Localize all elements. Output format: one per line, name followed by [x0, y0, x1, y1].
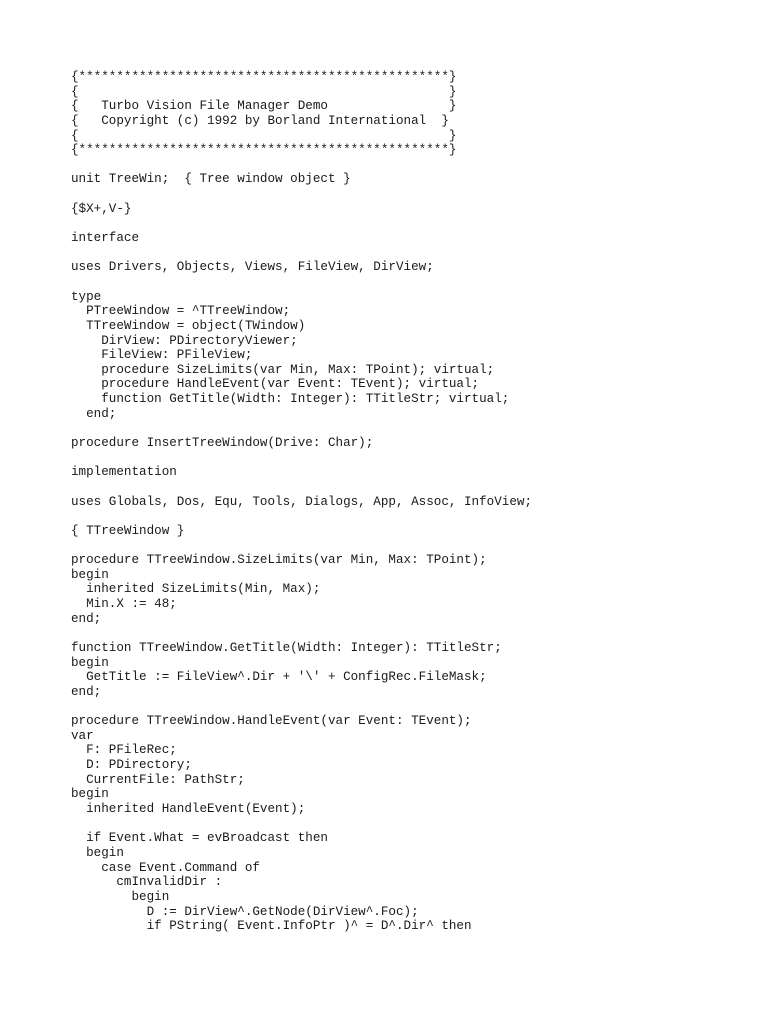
code-line: procedure InsertTreeWindow(Drive: Char);	[71, 436, 374, 451]
code-line: {*************************************************}	[71, 70, 457, 84]
code-line: type	[71, 289, 102, 304]
code-line: Min.X := 48;	[71, 597, 177, 612]
code-line	[71, 187, 532, 202]
code-line: if Event.What = evBroadcast then	[71, 831, 328, 846]
code-line: begin	[71, 655, 109, 670]
code-line: function TTreeWindow.GetTitle(Width: Integer): TTitleStr;	[71, 640, 502, 655]
code-line: { Copyright (c) 1992 by Borland International }	[71, 113, 449, 128]
code-line: function GetTitle(Width: Integer): TTitleStr; virtual;	[71, 392, 510, 407]
code-line	[71, 509, 532, 524]
code-line: implementation	[71, 465, 177, 480]
code-line	[71, 451, 532, 466]
code-line: procedure HandleEvent(var Event: TEvent); virtual;	[71, 377, 480, 392]
code-line: inherited SizeLimits(Min, Max);	[71, 582, 321, 597]
code-line: { }	[71, 84, 457, 99]
code-line: FileView: PFileView;	[71, 348, 253, 363]
code-line: procedure TTreeWindow.HandleEvent(var Event: TEvent);	[71, 714, 472, 729]
code-line: D: PDirectory;	[71, 758, 192, 773]
code-line: begin	[71, 889, 170, 904]
code-line: { }	[71, 128, 457, 143]
code-line	[71, 216, 532, 231]
code-line: begin	[71, 845, 124, 860]
code-line	[71, 275, 532, 290]
code-line: inherited HandleEvent(Event);	[71, 802, 306, 817]
code-line: F: PFileRec;	[71, 743, 177, 758]
code-line: begin	[71, 787, 109, 802]
code-line: PTreeWindow = ^TTreeWindow;	[71, 304, 291, 319]
code-line	[71, 626, 532, 641]
code-line: begin	[71, 567, 109, 582]
code-line: CurrentFile: PathStr;	[71, 772, 245, 787]
code-line: GetTitle := FileView^.Dir + '\' + ConfigRec.FileMask;	[71, 670, 487, 685]
code-line: procedure TTreeWindow.SizeLimits(var Min, Max: TPoint);	[71, 553, 487, 568]
code-line	[71, 421, 532, 436]
code-line: end;	[71, 406, 117, 421]
code-line	[71, 700, 532, 715]
code-line: if PString( Event.InfoPtr )^ = D^.Dir^ then	[71, 919, 472, 934]
code-line: {*************************************************}	[71, 143, 457, 158]
code-line: interface	[71, 231, 140, 246]
code-line: {$X+,V-}	[71, 201, 132, 216]
code-line: end;	[71, 611, 102, 626]
code-line	[71, 246, 532, 261]
code-line: uses Globals, Dos, Equ, Tools, Dialogs, App, Assoc, InfoView;	[71, 494, 533, 509]
code-line: unit TreeWin; { Tree window object }	[71, 172, 351, 187]
code-line: cmInvalidDir :	[71, 875, 223, 890]
code-line: var	[71, 728, 94, 743]
source-code-block	[71, 70, 532, 934]
code-line: { Turbo Vision File Manager Demo }	[71, 99, 457, 114]
code-line	[71, 817, 532, 832]
code-line: { TTreeWindow }	[71, 523, 185, 538]
code-line: DirView: PDirectoryViewer;	[71, 333, 298, 348]
code-line	[71, 539, 532, 554]
code-line	[71, 480, 532, 495]
code-line: end;	[71, 684, 102, 699]
code-line: TTreeWindow = object(TWindow)	[71, 318, 306, 333]
code-line: procedure SizeLimits(var Min, Max: TPoint); virtual;	[71, 362, 495, 377]
code-line: uses Drivers, Objects, Views, FileView, DirView;	[71, 260, 434, 275]
code-line: case Event.Command of	[71, 860, 260, 875]
code-line: D := DirView^.GetNode(DirView^.Foc);	[71, 904, 419, 919]
code-line	[71, 158, 532, 173]
